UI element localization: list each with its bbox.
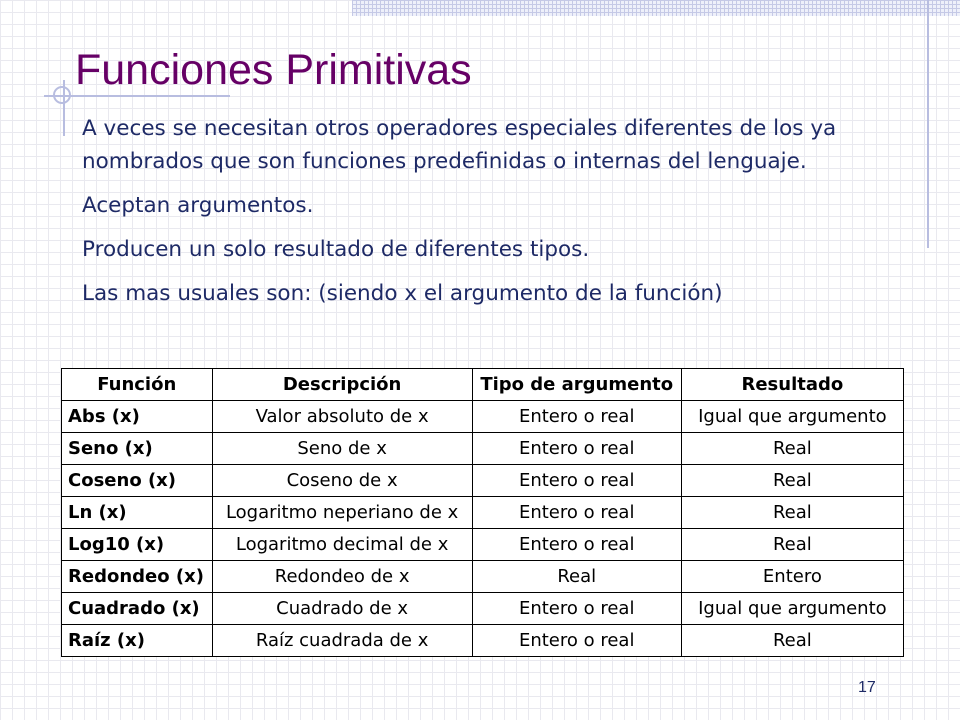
- cell-funcion: Coseno (x): [62, 465, 213, 497]
- right-decorative-line: [927, 0, 929, 248]
- table-row: [62, 625, 904, 657]
- cell-descripcion: Coseno de x: [212, 465, 472, 497]
- cell-resultado: Entero: [681, 561, 903, 593]
- table-row: [62, 433, 904, 465]
- title-circle-ornament: [53, 86, 71, 104]
- cell-funcion: Raíz (x): [62, 625, 213, 657]
- paragraph-results: Producen un solo resultado de diferentes tipos.: [82, 237, 590, 262]
- cell-descripcion: Valor absoluto de x: [212, 401, 472, 433]
- slide-body: [82, 112, 918, 321]
- cell-tipo: Entero o real: [472, 625, 681, 657]
- cell-resultado: Real: [681, 497, 903, 529]
- cell-descripcion: Logaritmo decimal de x: [212, 529, 472, 561]
- cell-tipo: Entero o real: [472, 497, 681, 529]
- paragraph-arguments: Aceptan argumentos.: [82, 193, 314, 218]
- cell-funcion: Ln (x): [62, 497, 213, 529]
- slide-title: Funciones Primitivas: [75, 46, 472, 94]
- table-row: [62, 497, 904, 529]
- paragraph-intro: A veces se necesitan otros operadores especiales diferentes de los ya nombrados que son funciones predefinidas o internas del lenguaje.: [82, 116, 837, 174]
- header-resultado: Resultado: [681, 369, 903, 401]
- cell-funcion: Redondeo (x): [62, 561, 213, 593]
- table-row: [62, 465, 904, 497]
- paragraph-usual: Las mas usuales son: (siendo x el argumento de la función): [82, 281, 723, 306]
- cell-resultado: Real: [681, 433, 903, 465]
- table-row: [62, 593, 904, 625]
- header-descripcion: Descripción: [212, 369, 472, 401]
- cell-funcion: Cuadrado (x): [62, 593, 213, 625]
- cell-tipo: Entero o real: [472, 529, 681, 561]
- page-number: 17: [858, 679, 876, 696]
- cell-descripcion: Seno de x: [212, 433, 472, 465]
- cell-tipo: Real: [472, 561, 681, 593]
- cell-tipo: Entero o real: [472, 433, 681, 465]
- top-decorative-band: [352, 0, 960, 16]
- table-row: [62, 529, 904, 561]
- cell-resultado: Real: [681, 465, 903, 497]
- cell-resultado: Real: [681, 529, 903, 561]
- cell-descripcion: Cuadrado de x: [212, 593, 472, 625]
- header-funcion: Función: [62, 369, 213, 401]
- cell-resultado: Igual que argumento: [681, 401, 903, 433]
- cell-descripcion: Redondeo de x: [212, 561, 472, 593]
- cell-funcion: Abs (x): [62, 401, 213, 433]
- functions-table: [61, 368, 904, 657]
- cell-tipo: Entero o real: [472, 401, 681, 433]
- cell-descripcion: Logaritmo neperiano de x: [212, 497, 472, 529]
- table-row: [62, 561, 904, 593]
- cell-funcion: Seno (x): [62, 433, 213, 465]
- cell-descripcion: Raíz cuadrada de x: [212, 625, 472, 657]
- table-header-row: [62, 369, 904, 401]
- cell-funcion: Log10 (x): [62, 529, 213, 561]
- header-tipo-argumento: Tipo de argumento: [472, 369, 681, 401]
- cell-tipo: Entero o real: [472, 593, 681, 625]
- cell-tipo: Entero o real: [472, 465, 681, 497]
- table-row: [62, 401, 904, 433]
- cell-resultado: Real: [681, 625, 903, 657]
- cell-resultado: Igual que argumento: [681, 593, 903, 625]
